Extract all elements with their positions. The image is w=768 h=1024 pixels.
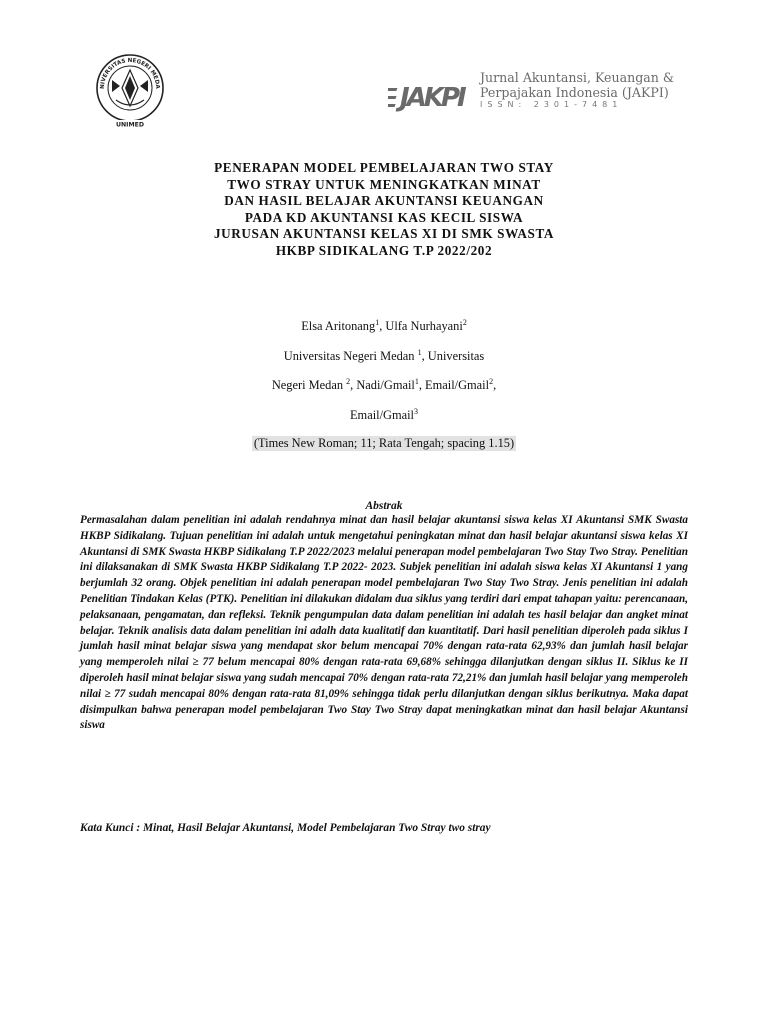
affiliation-line-2 <box>180 377 588 393</box>
title-line: HKBP SIDIKALANG T.P 2022/202 <box>275 242 493 258</box>
author-names <box>180 318 588 334</box>
author-separator: , <box>379 319 386 334</box>
abstract-body: Permasalahan dalam penelitian ini adalah rendahnya minat dan hasil belajar akuntansi siswa kelas XI Akuntansi SMK Swasta HKBP Sidikalang. Tujuan penelitian ini adalah untuk mengetahui peningkatan minat dan hasil belajar akuntansi siswa kelas XI Akuntansi di SMK Swasta HKBP Sidikalang T.P 2022/2023 melalui penerapan model pembelajaran Two Stay Two Stray. Penelitian ini dilaksanakan di SMK Swasta HKBP Sidikalang T.P 2022- 2023. Subjek penelitian ini adalah siswa kelas XI Akuntansi 1 yang berjumlah 32 orang. Objek penelitian ini adalah penerapan model pembelajaran Two Stay Two Stray. Jenis penelitian ini adalah Penelitian Tindakan Kelas (PTK). Penelitian ini dilakukan didalam dua siklus yang terdiri dari empat tahapan yaitu: perencanaan, pelaksanaan, pengamatan, dan refleksi. Teknik pengumpulan data dalam penelitian ini adalah tes hasil belajar dan angket minat belajar. Teknik analisis data dalam penelitian ini adalh data kualitatif dan kuantitatif. Dari hasil penelitian diperoleh pada siklus I jumlah hasil minat belajar siswa yang mendapat skor belum mencapai 70% dengan rata-rata 62,93% dan jumlah hasil belajar yang memperoleh nilai ≥ 77 belum mencapai 80% dengan rata-rata 69,68% sehingga dilanjutkan dengan siklus II. Siklus ke II diperoleh hasil minat belajar siswa yang sudah mencapai 70% dengan rata-rata 72,21% dan jumlah hasil belajar yang memperoleh nilai ≥ 77 sudah mencapai 80% dengan rata-rata 81,09% sehingga tidak perlu dilanjutkan dengan siklus berikutnya. Maka dapat disimpulkan bahwa penerapan model pembelajaran Two Stay Two Stray dapat meningkatkan minat dan hasil belajar Akuntansi siswa <box>80 514 688 732</box>
journal-name <box>480 70 674 109</box>
affiliation-line-1 <box>180 348 588 364</box>
affiliation-1-suffix: , Universitas <box>421 349 485 364</box>
format-note-line <box>180 436 588 451</box>
paper-title <box>150 160 618 260</box>
email-1: , Nadi/Gmail <box>350 378 415 393</box>
page-header <box>0 0 768 140</box>
keywords: Kata Kunci : Minat, Hasil Belajar Akuntansi, Model Pembelajaran Two Stray two stray <box>80 822 491 834</box>
unimed-ring-text: NIVERSITAS NEGERI MEDA <box>99 57 161 90</box>
unimed-seal-icon <box>94 50 166 130</box>
journal-name-line1: Jurnal Akuntansi, Keuangan & <box>480 70 675 85</box>
jakpi-mark-text: JAKPI <box>400 83 464 113</box>
author-2-sup: 2 <box>462 318 467 327</box>
email-2-end: , <box>493 378 497 393</box>
title-line: TWO STRAY UNTUK MENINGKATKAN MINAT <box>227 176 541 192</box>
abstract-heading: Abstrak <box>365 500 403 512</box>
email-2: , Email/Gmail <box>418 378 490 393</box>
author-2: Ulfa Nurhayani <box>385 319 463 334</box>
format-note: (Times New Roman; 11; Rata Tengah; spacing 1.15) <box>253 436 515 450</box>
affiliation-2-sup: 2 <box>346 377 351 386</box>
affiliation-2: Negeri Medan <box>271 378 344 393</box>
journal-issn: ISSN: 2301-7481 <box>480 100 623 109</box>
email-line <box>180 407 588 423</box>
title-line: DAN HASIL BELAJAR AKUNTANSI KEUANGAN <box>224 193 544 209</box>
author-1-sup: 1 <box>375 318 380 327</box>
email-2-sup: 2 <box>489 377 494 386</box>
jakpi-logo-icon <box>388 70 480 114</box>
title-line: JURUSAN AKUNTANSI KELAS XI DI SMK SWASTA <box>213 226 555 242</box>
journal-branding <box>388 70 688 114</box>
unimed-bottom-text: UNIMED <box>115 121 145 129</box>
email-1-sup: 1 <box>414 377 419 386</box>
email-3-sup: 3 <box>414 407 418 416</box>
journal-name-line2: Perpajakan Indonesia (JAKPI) <box>480 85 669 100</box>
affiliation-1: Universitas Negeri Medan <box>283 349 415 364</box>
title-line: PENERAPAN MODEL PEMBELAJARAN TWO STAY <box>214 160 554 175</box>
title-line: PADA KD AKUNTANSI KAS KECIL SISWA <box>244 209 524 225</box>
affiliation-1-sup: 1 <box>417 348 422 357</box>
email-3: Email/Gmail <box>349 408 414 423</box>
author-1: Elsa Aritonang <box>301 319 376 334</box>
